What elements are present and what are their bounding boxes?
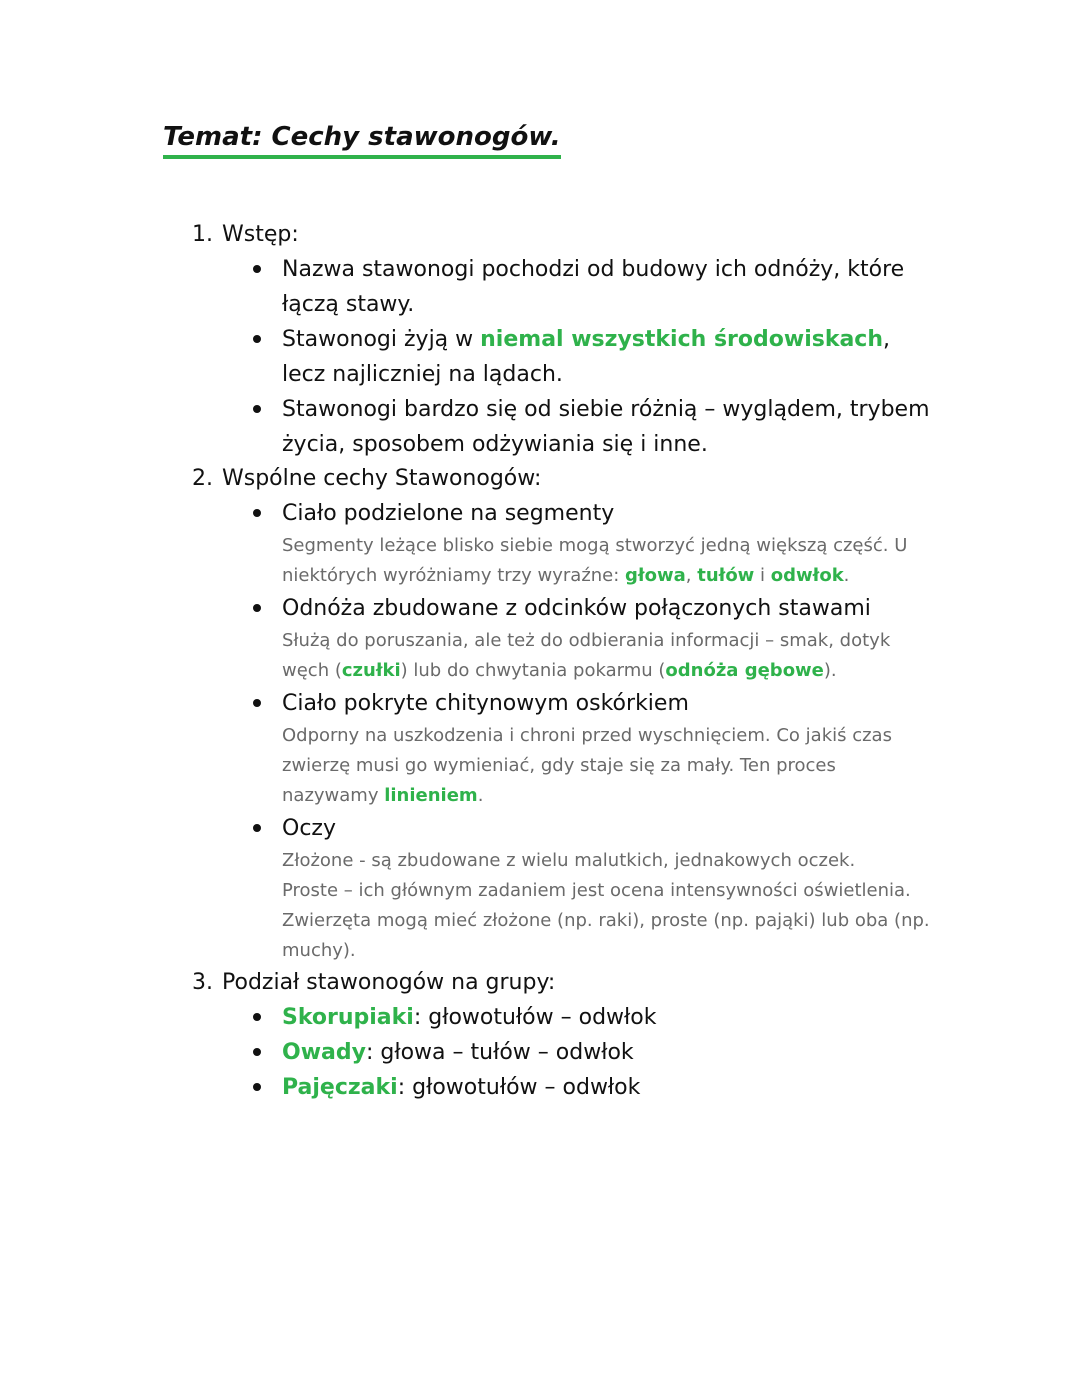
bullet-list xyxy=(192,1000,932,1105)
bullet-text xyxy=(282,252,932,322)
group-entry xyxy=(282,1035,932,1070)
highlight-term: tułów xyxy=(697,565,755,586)
text-span: . xyxy=(477,785,484,806)
page-title: Temat: Cechy stawonogów. xyxy=(163,120,561,159)
feature-description xyxy=(282,626,932,686)
text-span: Służą do poruszania, ale też do odbierania informacji – smak, dotyk węch ( xyxy=(282,630,891,681)
feature-title: Ciało podzielone na segmenty xyxy=(282,501,615,526)
highlight-term: głowa xyxy=(625,565,686,586)
description-line: Zwierzęta mogą mieć złożone (np. raki), proste (np. pająki) lub oba (np. muchy). xyxy=(282,910,930,961)
description-line: Złożone - są zbudowane z wielu malutkich, jednakowych oczek. xyxy=(282,850,856,871)
text-span: Odporny na uszkodzenia i chroni przed wyschnięciem. Co jakiś czas zwierzę musi go wymieniać, gdy staje się za mały. Ten proces nazywamy xyxy=(282,725,892,806)
section-heading xyxy=(192,218,932,252)
section-number: 3. xyxy=(192,970,213,995)
text-span: Stawonogi bardzo się od siebie różnią – wyglądem, trybem życia, sposobem odżywiania się i inne. xyxy=(282,397,930,457)
section-groups xyxy=(192,966,932,1105)
section-number: 2. xyxy=(192,466,213,491)
highlight-term: linieniem xyxy=(384,785,478,806)
text-span: ). xyxy=(823,660,837,681)
text-span: Nazwa stawonogi pochodzi od budowy ich odnóży, które łączą stawy. xyxy=(282,257,905,317)
text-span: ) lub do chwytania pokarmu ( xyxy=(400,660,666,681)
feature-title: Odnóża zbudowane z odcinków połączonych stawami xyxy=(282,596,871,621)
bullet-text xyxy=(282,392,932,462)
list-item xyxy=(252,496,932,591)
highlight-term: niemal wszystkich środowiskach xyxy=(480,327,884,352)
group-body-parts: : głowa – tułów – odwłok xyxy=(365,1040,634,1065)
text-span: i xyxy=(754,565,771,586)
bullet-list xyxy=(192,496,932,966)
group-name: Pajęczaki xyxy=(282,1075,398,1100)
list-item xyxy=(252,811,932,966)
bullet-text xyxy=(282,322,932,392)
text-span: Segmenty leżące blisko siebie mogą stworzyć jedną większą część. U niektórych wyróżniamy trzy wyraźne: xyxy=(282,535,908,586)
list-item xyxy=(252,1035,932,1070)
feature-description xyxy=(282,531,932,591)
text-span: , xyxy=(685,565,698,586)
section-title: Wspólne cechy Stawonogów: xyxy=(222,466,542,491)
group-body-parts: : głowotułów – odwłok xyxy=(413,1005,657,1030)
section-number: 1. xyxy=(192,222,213,247)
list-item xyxy=(252,392,932,462)
text-span: Stawonogi żyją w xyxy=(282,327,481,352)
section-title: Wstęp: xyxy=(222,222,299,247)
bullet-list xyxy=(192,252,932,462)
highlight-term: odnóża gębowe xyxy=(665,660,824,681)
feature-title: Oczy xyxy=(282,816,336,841)
feature-description xyxy=(282,721,932,811)
highlight-term: odwłok xyxy=(770,565,844,586)
highlight-term: czułki xyxy=(341,660,401,681)
section-heading xyxy=(192,966,932,1000)
section-heading xyxy=(192,462,932,496)
text-span: , lecz najliczniej na lądach. xyxy=(282,327,891,387)
list-item xyxy=(252,322,932,392)
section-intro xyxy=(192,218,932,462)
list-item xyxy=(252,591,932,686)
list-item xyxy=(252,252,932,322)
group-entry xyxy=(282,1070,932,1105)
feature-description xyxy=(282,846,932,966)
list-item xyxy=(252,1070,932,1105)
text-span: . xyxy=(843,565,850,586)
group-name: Skorupiaki xyxy=(282,1005,414,1030)
group-name: Owady xyxy=(282,1040,366,1065)
list-item xyxy=(252,1000,932,1035)
section-common-features xyxy=(192,462,932,966)
description-line: Proste – ich głównym zadaniem jest ocena intensywności oświetlenia. xyxy=(282,880,911,901)
group-entry xyxy=(282,1000,932,1035)
notes-content xyxy=(192,218,932,1105)
list-item xyxy=(252,686,932,811)
group-body-parts: : głowotułów – odwłok xyxy=(397,1075,641,1100)
section-title: Podział stawonogów na grupy: xyxy=(222,970,556,995)
feature-title: Ciało pokryte chitynowym oskórkiem xyxy=(282,691,689,716)
